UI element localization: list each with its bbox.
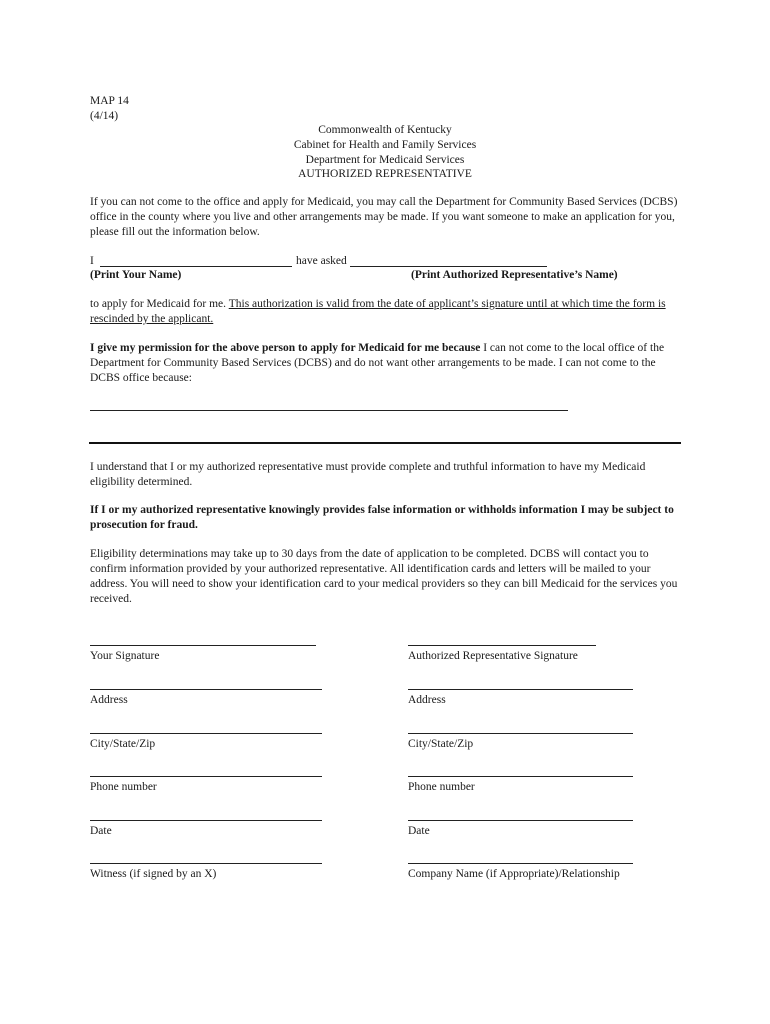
header-cabinet: Cabinet for Health and Family Services [293, 139, 477, 151]
print-your-name-label: (Print Your Name) [90, 269, 182, 281]
address-label-left: Address [90, 694, 128, 706]
date-line-right[interactable] [408, 820, 633, 821]
have-asked-label: have asked [296, 255, 347, 267]
phone-line-right[interactable] [408, 776, 633, 777]
form-revision: (4/14) [90, 110, 119, 122]
city-state-zip-label-left: City/State/Zip [90, 738, 156, 750]
company-line[interactable] [408, 863, 633, 864]
witness-label: Witness (if signed by an X) [90, 868, 217, 880]
address-label-right: Address [408, 694, 446, 706]
your-signature-line[interactable] [90, 645, 316, 646]
date-label-left: Date [90, 825, 112, 837]
rep-signature-label: Authorized Representative Signature [408, 650, 578, 662]
phone-label-right: Phone number [408, 781, 475, 793]
intro-paragraph: If you can not come to the office and apply for Medicaid, you may call the Department for Community Based Services (DCBS) office in the county where you live and other arrangements may be made. If you want someone to make an application for you, please fill out the information below. [90, 196, 678, 238]
city-state-zip-line-left[interactable] [90, 733, 322, 734]
city-state-zip-line-right[interactable] [408, 733, 633, 734]
company-label: Company Name (if Appropriate)/Relationship [408, 868, 620, 880]
print-rep-name-label: (Print Authorized Representative’s Name) [411, 269, 618, 281]
fraud-warning: If I or my authorized representative knowingly provides false information or withholds information I may be subject to prosecution for fraud. [90, 504, 674, 531]
city-state-zip-label-right: City/State/Zip [408, 738, 474, 750]
eligibility-paragraph: Eligibility determinations may take up to 30 days from the date of application to be completed. DCBS will contact you to confirm information provided by your authorized representative. All identification cards and letters will be mailed to your address. You will need to show your identification card to your medical providers so they can bill Medicaid for the services you received. [90, 548, 678, 605]
section-divider [89, 442, 681, 444]
date-line-left[interactable] [90, 820, 322, 821]
page-title: AUTHORIZED REPRESENTATIVE [298, 168, 472, 180]
header-commonwealth: Commonwealth of Kentucky [318, 124, 452, 136]
i-label: I [90, 255, 94, 267]
validity-paragraph [90, 297, 684, 327]
reason-line[interactable] [90, 410, 568, 411]
phone-label-left: Phone number [90, 781, 157, 793]
your-signature-label: Your Signature [90, 650, 160, 662]
validity-text: This authorization is valid from the date of applicant’s signature until at which time the form is rescinded by the applicant. [90, 298, 666, 325]
permission-rest-text: I can not come to the local office of the Department for Community Based Services (DCBS) and do not want other arrangements to be made. I can not come to the DCBS office because: [90, 342, 665, 384]
address-line-left[interactable] [90, 689, 322, 690]
your-name-line[interactable] [100, 266, 292, 267]
permission-paragraph [90, 341, 684, 386]
understand-paragraph: I understand that I or my authorized representative must provide complete and truthful information to have my Medicaid eligibility determined. [90, 461, 646, 488]
witness-line[interactable] [90, 863, 322, 864]
phone-line-left[interactable] [90, 776, 322, 777]
permission-bold-text: I give my permission for the above person to apply for Medicaid for me because [90, 342, 481, 354]
date-label-right: Date [408, 825, 430, 837]
rep-signature-line[interactable] [408, 645, 596, 646]
header-department: Department for Medicaid Services [305, 154, 465, 166]
address-line-right[interactable] [408, 689, 633, 690]
form-code: MAP 14 [90, 95, 129, 107]
representative-name-line[interactable] [350, 266, 547, 267]
to-apply-text: to apply for Medicaid for me. [90, 298, 227, 310]
